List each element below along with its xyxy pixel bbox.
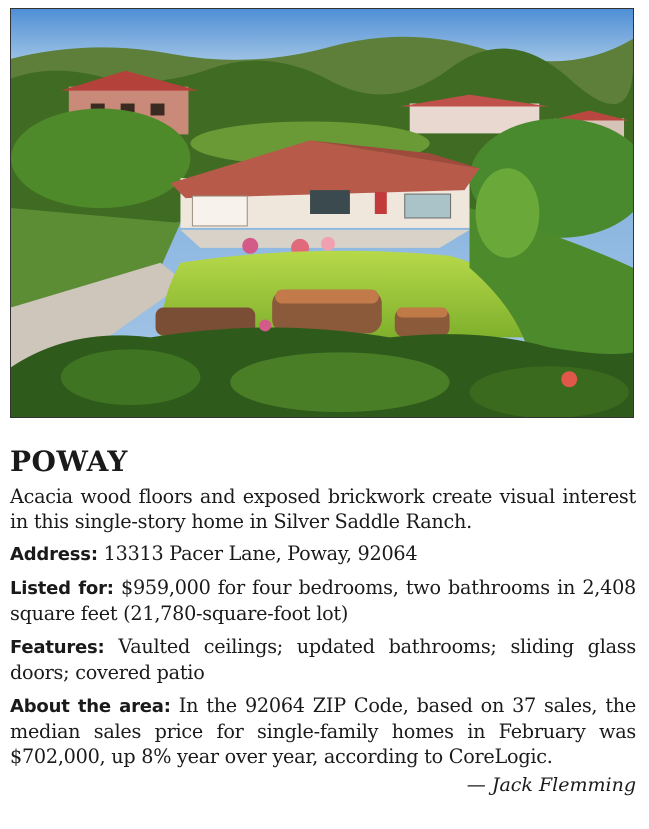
byline: — Jack Flemming: [466, 774, 636, 796]
area-line: [10, 693, 636, 769]
area-label: About the area:: [10, 696, 171, 717]
area-value: In the 92064 ZIP Code, based on 37 sales, the median sales price for single-family homes in February was $702,000, up 8% year over year, according to CoreLogic.: [10, 694, 636, 768]
listed-label: Listed for:: [10, 578, 114, 599]
headline: POWAY: [10, 445, 128, 478]
house-aerial-illustration: [11, 9, 633, 417]
lead-paragraph: Acacia wood floors and exposed brickwork create visual interest in this single-story home in Silver Saddle Ranch.: [10, 485, 636, 533]
features-label: Features:: [10, 637, 105, 658]
features-value: Vaulted ceilings; updated bathrooms; sliding glass doors; covered patio: [10, 635, 636, 684]
listed-line: [10, 575, 636, 626]
address-value: 13313 Pacer Lane, Poway, 92064: [103, 542, 418, 565]
listed-value: $959,000 for four bedrooms, two bathrooms in 2,408 square feet (21,780-square-foot lot): [10, 576, 636, 625]
address-label: Address:: [10, 544, 98, 565]
features-line: [10, 634, 636, 685]
listing-photo: [10, 8, 634, 418]
listing-article: [10, 445, 636, 798]
address-line: [10, 541, 636, 567]
